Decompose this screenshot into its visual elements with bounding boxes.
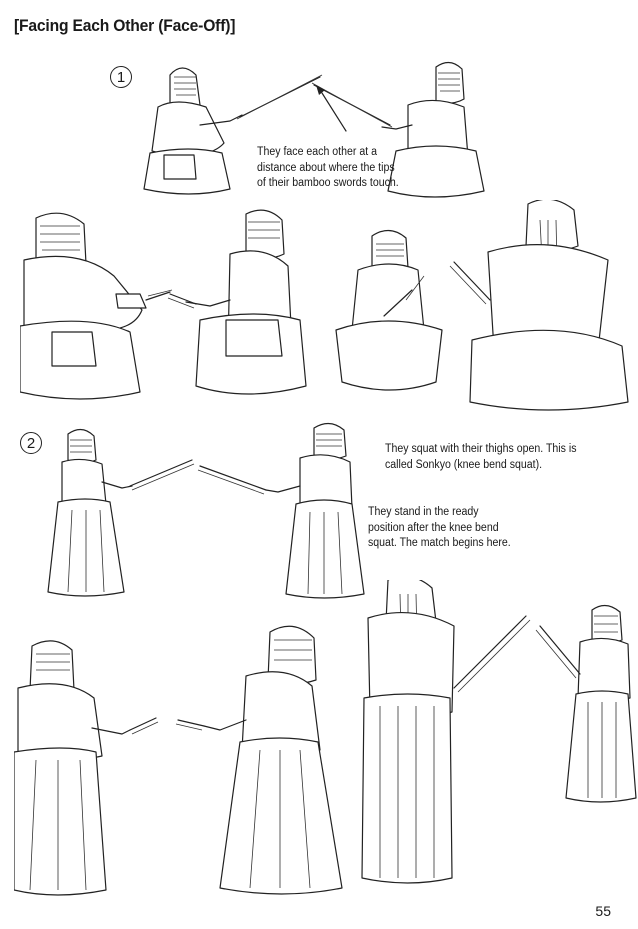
caption-ready-position: They stand in the ready position after the knee bend squat. The match begins here.	[368, 506, 511, 549]
page-number: 55	[595, 903, 611, 919]
illustration-ready-stance-close-up	[14, 580, 638, 900]
illustration-sonkyo-close-up	[20, 200, 632, 420]
step-1-badge: 1	[110, 66, 132, 88]
caption-face-each-other: They face each other at a distance about where the tips of their bamboo swords touch.	[257, 146, 399, 189]
section-title: [Facing Each Other (Face-Off)]	[14, 16, 236, 35]
step-2-badge: 2	[20, 432, 42, 454]
caption-sonkyo: They squat with their thighs open. This is called Sonkyo (knee bend squat).	[385, 443, 577, 471]
illustration-ready-stance-small	[44, 420, 374, 605]
